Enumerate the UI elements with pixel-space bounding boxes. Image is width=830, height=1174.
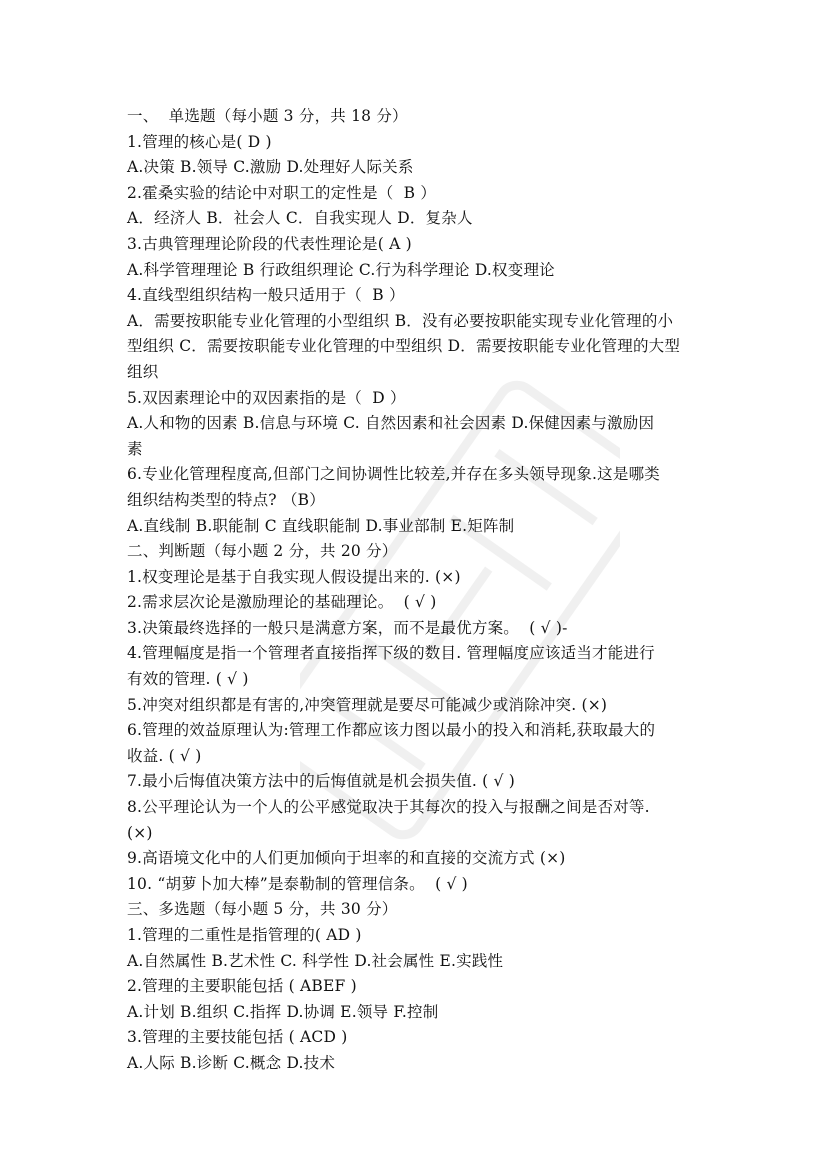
multi-question-2-options: A.计划 B.组织 C.指挥 D.协调 E.领导 F.控制: [127, 1002, 439, 1021]
multi-question-2: 2.管理的主要职能包括 ( ABEF ): [127, 977, 357, 996]
judge-item-1: 1.权变理论是基于自我实现人假设提出来的. (×): [127, 567, 461, 586]
exam-content: [127, 104, 717, 1077]
judge-item-8-line-2: (×): [127, 823, 153, 842]
multi-question-3: 3.管理的主要技能包括 ( ACD ): [127, 1028, 348, 1047]
multi-question-1-options: A.自然属性 B.艺术性 C. 科学性 D.社会属性 E.实践性: [127, 951, 504, 970]
question-2: 2.霍桑实验的结论中对职工的定性是（ B ）: [127, 183, 437, 202]
judge-item-6-line-1: 6.管理的效益原理认为:管理工作都应该力图以最小的投入和消耗,获取最大的: [127, 721, 656, 740]
multi-question-1: 1.管理的二重性是指管理的( AD ): [127, 926, 362, 944]
judge-item-4-line-1: 4.管理幅度是指一个管理者直接指挥下级的数目. 管理幅度应该适当才能进行: [127, 644, 655, 663]
question-4: 4.直线型组织结构一般只适用于（ B ）: [127, 286, 405, 305]
judge-item-8-line-1: 8.公平理论认为一个人的公平感觉取决于其每次的投入与报酬之间是否对等.: [127, 798, 650, 817]
question-5: 5.双因素理论中的双因素指的是（ D ）: [127, 388, 406, 407]
question-5-options-line-2: 素: [127, 439, 143, 458]
question-4-options-line-3: 组织: [127, 362, 159, 381]
judge-item-10: 10. “胡萝卜加大棒”是泰勒制的管理信条。 ( √ ): [127, 874, 468, 893]
judge-item-7: 7.最小后悔值决策方法中的后悔值就是机会损失值. ( √ ): [127, 772, 515, 791]
section-title-multiple-choice: 三、多选题（每小题 5 分，共 30 分）: [127, 900, 398, 919]
question-3-options: A.科学管理理论 B 行政组织理论 C.行为科学理论 D.权变理论: [127, 260, 555, 279]
judge-item-6-line-2: 收益. ( √ ): [127, 746, 202, 765]
question-4-options-line-2: 型组织 C．需要按职能专业化管理的中型组织 D．需要按职能专业化管理的大型: [127, 337, 681, 356]
question-6-line-2: 组织结构类型的特点? （B）: [127, 490, 325, 509]
judge-item-4-line-2: 有效的管理. ( √ ): [127, 670, 249, 689]
question-3: 3.古典管理理论阶段的代表性理论是( A ): [127, 234, 412, 253]
question-6-options: A.直线制 B.职能制 C 直线职能制 D.事业部制 E.矩阵制: [127, 516, 515, 535]
question-4-options-line-1: A．需要按职能专业化管理的小型组织 B．没有必要按职能实现专业化管理的小: [127, 311, 674, 330]
question-1-options: A.决策 B.领导 C.激励 D.处理好人际关系: [127, 158, 414, 177]
judge-item-9: 9.高语境文化中的人们更加倾向于坦率的和直接的交流方式 (×): [127, 849, 566, 868]
judge-item-3: 3.决策最终选择的一般只是满意方案，而不是最优方案。 ( √ )-: [127, 618, 568, 637]
question-1: 1.管理的核心是( D ): [127, 132, 272, 151]
multi-question-3-options: A.人际 B.诊断 C.概念 D.技术: [127, 1053, 336, 1072]
question-6-line-1: 6.专业化管理程度高,但部门之间协调性比较差,并存在多头领导现象.这是哪类: [127, 465, 660, 484]
judge-item-2: 2.需求层次论是激励理论的基础理论。 ( √ ): [127, 593, 437, 612]
question-2-options: A．经济人 B．社会人 C．自我实现人 D．复杂人: [127, 209, 473, 228]
judge-item-5: 5.冲突对组织都是有害的,冲突管理就是要尽可能减少或消除冲突. (×): [127, 695, 608, 714]
section-title-true-false: 二、判断题（每小题 2 分，共 20 分）: [127, 542, 398, 561]
section-title-single-choice: 一、 单选题（每小题 3 分，共 18 分）: [127, 107, 408, 125]
question-5-options-line-1: A.人和物的因素 B.信息与环境 C. 自然因素和社会因素 D.保健因素与激励因: [127, 414, 655, 433]
